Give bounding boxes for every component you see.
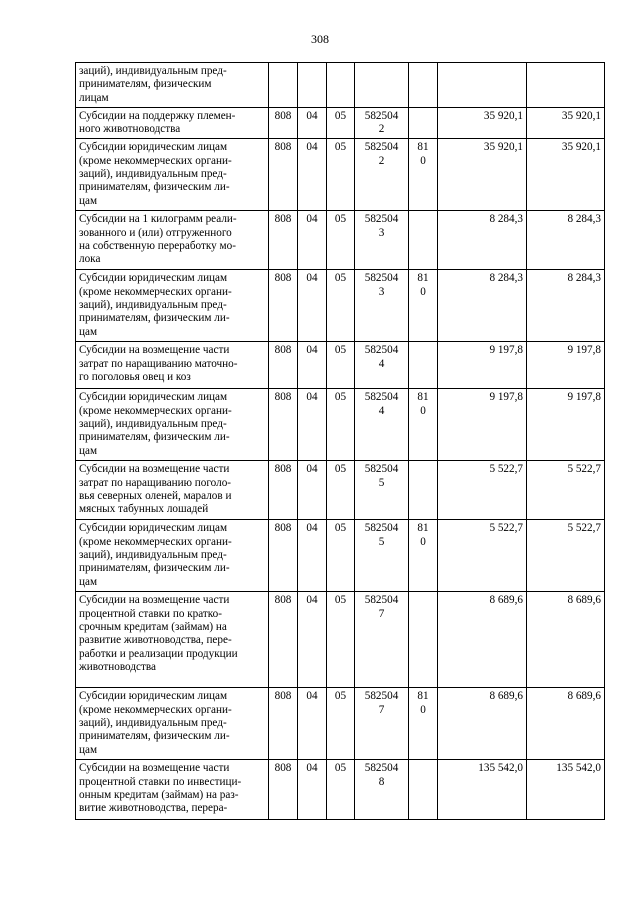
amount-cell-1: 9 197,8 <box>438 342 527 389</box>
ministry-code-cell: 808 <box>269 389 298 461</box>
ministry-code-cell: 808 <box>269 592 298 688</box>
expense-type-cell <box>409 461 438 520</box>
expense-type-cell: 81 0 <box>409 389 438 461</box>
target-article-cell: 582504 4 <box>355 389 409 461</box>
subsection-code-cell: 05 <box>327 520 355 592</box>
target-article-cell: 582504 8 <box>355 760 409 820</box>
table-row <box>76 211 605 270</box>
section-code-cell: 04 <box>298 688 327 760</box>
table-row <box>76 592 605 688</box>
table-row <box>76 760 605 820</box>
table-row <box>76 461 605 520</box>
item-name-cell: Субсидии юридическим лицам (кроме некоммерческих органи- заций), индивидуальным пред- принимателям, физическим ли- цам <box>76 270 269 342</box>
section-code-cell: 04 <box>298 342 327 389</box>
expense-type-cell <box>409 760 438 820</box>
subsection-code-cell: 05 <box>327 139 355 211</box>
page-number: 308 <box>311 32 329 46</box>
amount-cell-2: 5 522,7 <box>527 461 605 520</box>
amount-cell-2: 9 197,8 <box>527 342 605 389</box>
subsection-code-cell: 05 <box>327 107 355 139</box>
subsection-code-cell: 05 <box>327 270 355 342</box>
table-row <box>76 520 605 592</box>
amount-cell-1: 8 689,6 <box>438 688 527 760</box>
budget-table <box>75 62 605 820</box>
target-article-cell: 582504 7 <box>355 592 409 688</box>
expense-type-cell: 81 0 <box>409 270 438 342</box>
amount-cell-1: 35 920,1 <box>438 139 527 211</box>
section-code-cell: 04 <box>298 270 327 342</box>
ministry-code-cell: 808 <box>269 461 298 520</box>
subsection-code-cell: 05 <box>327 688 355 760</box>
expense-type-cell: 81 0 <box>409 520 438 592</box>
table-row <box>76 342 605 389</box>
target-article-cell: 582504 7 <box>355 688 409 760</box>
section-code-cell: 04 <box>298 139 327 211</box>
item-name-cell: Субсидии юридическим лицам (кроме некоммерческих органи- заций), индивидуальным пред- принимателям, физическим ли- цам <box>76 520 269 592</box>
subsection-code-cell: 05 <box>327 592 355 688</box>
expense-type-cell <box>409 107 438 139</box>
subsection-code-cell: 05 <box>327 461 355 520</box>
amount-cell-2: 35 920,1 <box>527 139 605 211</box>
amount-cell-1: 9 197,8 <box>438 389 527 461</box>
item-name-cell: Субсидии на 1 килограмм реали- зованного и (или) отгруженного на собственную переработку мо- лока <box>76 211 269 270</box>
target-article-cell <box>355 63 409 108</box>
amount-cell-2: 8 284,3 <box>527 270 605 342</box>
section-code-cell: 04 <box>298 389 327 461</box>
item-name-cell: Субсидии юридическим лицам (кроме некоммерческих органи- заций), индивидуальным пред- принимателям, физическим ли- цам <box>76 139 269 211</box>
amount-cell-1: 8 689,6 <box>438 592 527 688</box>
amount-cell-1: 35 920,1 <box>438 107 527 139</box>
section-code-cell: 04 <box>298 520 327 592</box>
expense-type-cell: 81 0 <box>409 139 438 211</box>
item-name-cell: Субсидии юридическим лицам (кроме некоммерческих органи- заций), индивидуальным пред- принимателям, физическим ли- цам <box>76 688 269 760</box>
table-row <box>76 63 605 108</box>
target-article-cell: 582504 3 <box>355 211 409 270</box>
expense-type-cell: 81 0 <box>409 688 438 760</box>
ministry-code-cell: 808 <box>269 760 298 820</box>
item-name-cell: Субсидии на возмещение части затрат по наращиванию поголо- вья северных оленей, маралов и мясных табунных лошадей <box>76 461 269 520</box>
item-name-cell: Субсидии на возмещение части процентной ставки по кратко- срочным кредитам (займам) на развитие животноводства, пере- работки и реализации продукции животноводства <box>76 592 269 688</box>
ministry-code-cell: 808 <box>269 211 298 270</box>
target-article-cell: 582504 2 <box>355 139 409 211</box>
amount-cell-1: 5 522,7 <box>438 520 527 592</box>
target-article-cell: 582504 3 <box>355 270 409 342</box>
target-article-cell: 582504 4 <box>355 342 409 389</box>
subsection-code-cell: 05 <box>327 342 355 389</box>
amount-cell-1: 8 284,3 <box>438 270 527 342</box>
amount-cell-2 <box>527 63 605 108</box>
table-row <box>76 139 605 211</box>
item-name-cell: Субсидии юридическим лицам (кроме некоммерческих органи- заций), индивидуальным пред- принимателям, физическим ли- цам <box>76 389 269 461</box>
section-code-cell: 04 <box>298 461 327 520</box>
expense-type-cell <box>409 63 438 108</box>
amount-cell-1: 8 284,3 <box>438 211 527 270</box>
expense-type-cell <box>409 211 438 270</box>
amount-cell-2: 8 689,6 <box>527 592 605 688</box>
section-code-cell: 04 <box>298 211 327 270</box>
amount-cell-1 <box>438 63 527 108</box>
subsection-code-cell <box>327 63 355 108</box>
target-article-cell: 582504 5 <box>355 520 409 592</box>
table-row <box>76 270 605 342</box>
amount-cell-2: 35 920,1 <box>527 107 605 139</box>
ministry-code-cell: 808 <box>269 688 298 760</box>
amount-cell-1: 135 542,0 <box>438 760 527 820</box>
subsection-code-cell: 05 <box>327 211 355 270</box>
amount-cell-2: 9 197,8 <box>527 389 605 461</box>
table-row <box>76 389 605 461</box>
amount-cell-1: 5 522,7 <box>438 461 527 520</box>
ministry-code-cell: 808 <box>269 342 298 389</box>
item-name-cell: Субсидии на возмещение части процентной ставки по инвестици- онным кредитам (займам) на раз- витие животноводства, перера- <box>76 760 269 820</box>
subsection-code-cell: 05 <box>327 389 355 461</box>
table-row <box>76 107 605 139</box>
amount-cell-2: 5 522,7 <box>527 520 605 592</box>
section-code-cell: 04 <box>298 107 327 139</box>
ministry-code-cell: 808 <box>269 107 298 139</box>
subsection-code-cell: 05 <box>327 760 355 820</box>
section-code-cell: 04 <box>298 592 327 688</box>
table-row <box>76 688 605 760</box>
item-name-cell: заций), индивидуальным пред- принимателям, физическим лицам <box>76 63 269 108</box>
ministry-code-cell: 808 <box>269 270 298 342</box>
ministry-code-cell: 808 <box>269 520 298 592</box>
expense-type-cell <box>409 342 438 389</box>
section-code-cell: 04 <box>298 760 327 820</box>
target-article-cell: 582504 2 <box>355 107 409 139</box>
item-name-cell: Субсидии на возмещение части затрат по наращиванию маточно- го поголовья овец и коз <box>76 342 269 389</box>
amount-cell-2: 8 689,6 <box>527 688 605 760</box>
expense-type-cell <box>409 592 438 688</box>
ministry-code-cell: 808 <box>269 139 298 211</box>
section-code-cell <box>298 63 327 108</box>
amount-cell-2: 135 542,0 <box>527 760 605 820</box>
ministry-code-cell <box>269 63 298 108</box>
table-body <box>76 63 605 820</box>
amount-cell-2: 8 284,3 <box>527 211 605 270</box>
target-article-cell: 582504 5 <box>355 461 409 520</box>
item-name-cell: Субсидии на поддержку племен- ного животноводства <box>76 107 269 139</box>
